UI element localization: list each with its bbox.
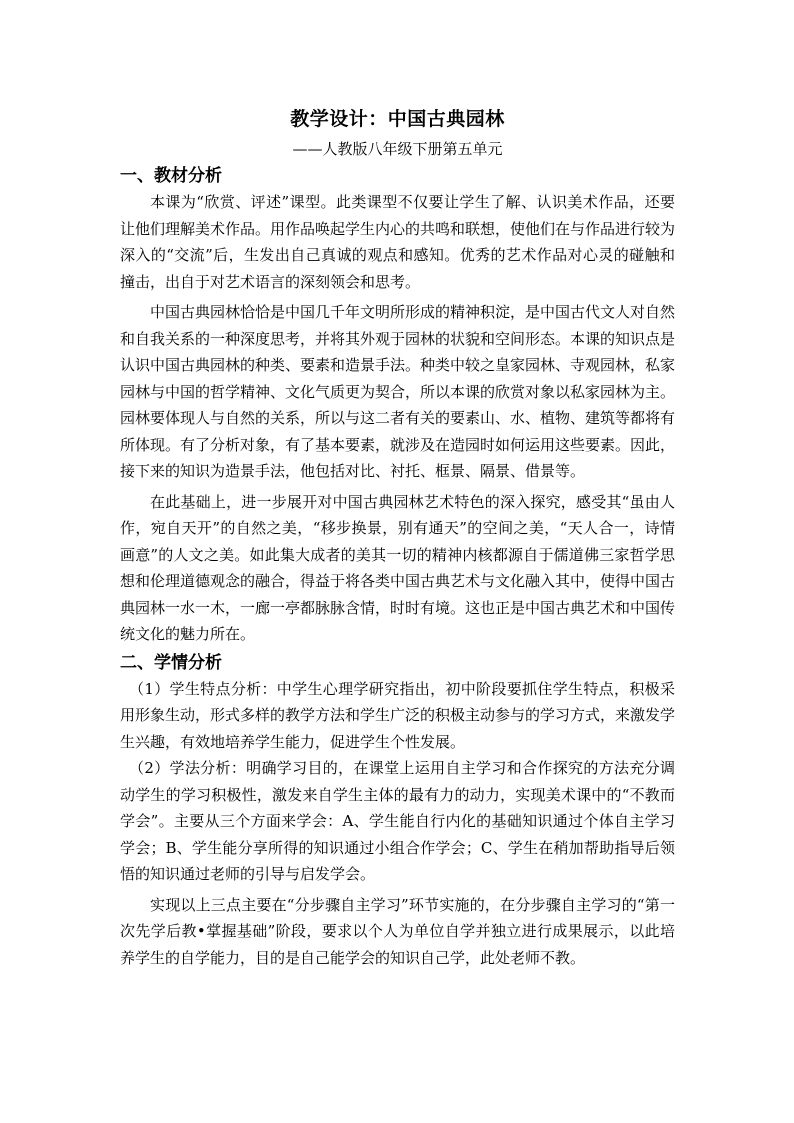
paragraph: 实现以上三点主要在“分步骤自主学习”环节实施的，在分步骤自主学习的“第一次先学后教•掌握基础”阶段，要求以个人为单位自学并独立进行成果展示，以此培养学生的自学能力，目的是自己能学会的知识自己学，此处老师不教。 (120, 895, 675, 967)
paragraph: （1）学生特点分析：中学生心理学研究指出，初中阶段要抓住学生特点，积极采用形象生动，形式多样的教学方法和学生广泛的积极主动参与的学习方式，来激发学生兴趣，有效地培养学生能力，促进学生个性发展。 (120, 679, 676, 751)
section-heading-learner-analysis: 二、学情分析 (120, 652, 222, 673)
paragraph: 本课为“欣赏、评述”课型。此类课型不仅要让学生了解、认识美术作品，还要让他们理解美术作品。用作品唤起学生内心的共鸣和联想，使他们在与作品进行较为深入的“交流”后，生发出自己真诚的观点和感知。优秀的艺术作品对心灵的碰触和撞击，出自于对艺术语言的深刻领会和思考。 (120, 193, 676, 291)
paragraph: 中国古典园林恰恰是中国几千年文明所形成的精神积淀，是中国古代文人对自然和自我关系的一种深度思考，并将其外观于园林的状貌和空间形态。本课的知识点是认识中国古典园林的种类、要素和造景手法。种类中较之皇家园林、寺观园林，私家园林与中国的哲学精神、文化气质更为契合，所以本课的欣赏对象以私家园林为主。园林要体现人与自然的关系，所以与这二者有关的要素山、水、植物、建筑等都将有所体现。有了分析对象，有了基本要素，就涉及在造园时如何运用这些要素。因此，接下来的知识为造景手法，他包括对比、衬托、框景、隔景、借景等。 (120, 303, 676, 480)
paragraph: 在此基础上，进一步展开对中国古典园林艺术特色的深入探究，感受其“虽由人作，宛自天开”的自然之美，“移步换景，别有通天”的空间之美，“天人合一，诗情画意”的人文之美。如此集大成者的美其一切的精神内核都源自于儒道佛三家哲学思想和伦理道德观念的融合，得益于将各类中国古典艺术与文化融入其中，使得中国古典园林一水一木，一廊一亭都脉脉含情，时时有境。这也正是中国古典艺术和中国传统文化的魅力所在。 (120, 492, 676, 643)
document-title: 教学设计：中国古典园林 (290, 108, 505, 130)
document-subtitle: ——人教版八年级下册第五单元 (292, 140, 503, 158)
section-heading-textbook-analysis: 一、教材分析 (120, 166, 222, 186)
paragraph: （2）学法分析：明确学习目的，在课堂上运用自主学习和合作探究的方法充分调动学生的学习积极性，激发来自学生主体的最有力的动力，实现美术课中的“不教而学会”。主要从三个方面来学会：A、学生能自行内化的基础知识通过个体自主学习学会；B、学生能分享所得的知识通过小组合作学会；C、学生在稍加帮助指导后领悟的知识通过老师的引导与启发学会。 (120, 759, 675, 883)
document-body (120, 100, 675, 971)
